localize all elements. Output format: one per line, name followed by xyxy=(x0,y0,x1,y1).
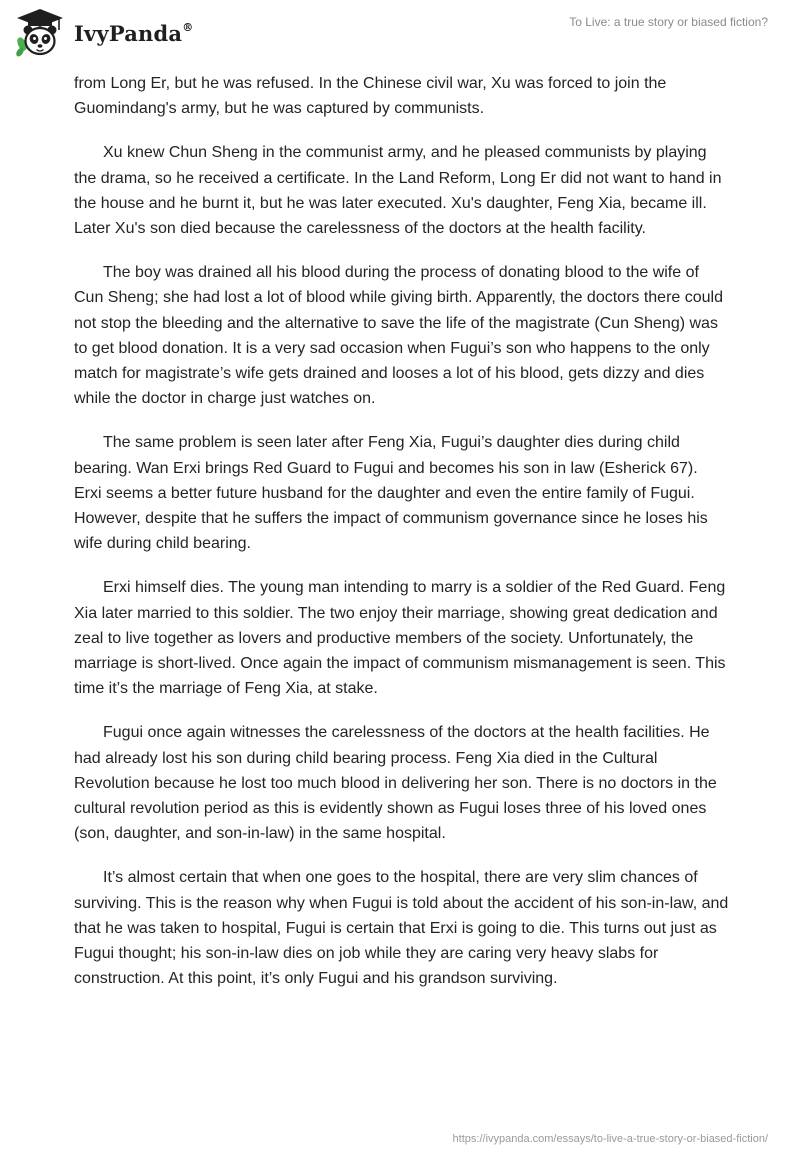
paragraph-6: Fugui once again witnesses the carelessness of the doctors at the health facilities. He had already lost his son during child bearing process. Feng Xia died in the Cultural Revolution because he lost too much blood in delivering her son. There is no doctors in the cultural revolution period as this is evidently shown as Fugui loses three of his loved ones (son, daughter, and son-in-law) in the same hospital. xyxy=(74,724,717,843)
paragraph-7: It’s almost certain that when one goes to the hospital, there are very slim chances of surviving. This is the reason why when Fugui is told about the accident of his son-in-law, and that he was taken to hospital, Fugui is certain that Erxi is going to die. This turns out just as Fugui thought; his son-in-law dies on job while they are caring very heavy slabs for construction. At this point, it’s only Fugui and his grandson surviving. xyxy=(74,869,729,988)
ivypanda-logo[interactable] xyxy=(14,8,193,58)
paragraph-3: The boy was drained all his blood during the process of donating blood to the wife of Cun Sheng; she had lost a lot of blood while giving birth. Apparently, the doctors there could not stop the bleeding and the alternative to save the life of the magistrate (Cun Sheng) was to get blood donation. It is a very sad occasion when Fugui’s son who happens to the only match for magistrate’s wife gets drained and looses a lot of his blood, gets dizzy and dies while the doctor in charge just watches on. xyxy=(74,264,723,408)
paragraph-4: The same problem is seen later after Feng Xia, Fugui’s daughter dies during child bearing. Wan Erxi brings Red Guard to Fugui and becomes his son in law (Esherick 67). Erxi seems a better future husband for the daughter and even the entire family of Fugui. However, despite that he suffers the impact of communism governance since he loses his wife during child bearing. xyxy=(74,434,708,553)
brand-name: IvyPanda® xyxy=(74,20,194,46)
source-url-link[interactable]: https://ivypanda.com/essays/to-live-a-true-story-or-biased-fiction/ xyxy=(452,1133,768,1145)
paragraph-2: Xu knew Chun Sheng in the communist army, and he pleased communists by playing the drama, so he received a certificate. In the Land Reform, Long Er did not want to hand in the house and he burnt it, but he was later executed. Xu's daughter, Feng Xia, became ill. Later Xu's son died because the carelessness of the doctors at the health facility. xyxy=(74,144,722,238)
paragraph-5: Erxi himself dies. The young man intending to marry is a soldier of the Red Guard. Feng Xia later married to this soldier. The two enjoy their marriage, showing great dedication and zeal to live together as lovers and productive members of the society. Unfortunately, the marriage is short-lived. Once again the impact of communism mismanagement is seen. This time it’s the marriage of Feng Xia, at stake. xyxy=(74,579,726,698)
registered-mark: ® xyxy=(182,20,194,34)
paragraph-1: from Long Er, but he was refused. In the Chinese civil war, Xu was forced to join the Guomindang's army, but he was captured by communists. xyxy=(74,75,667,118)
panda-graduate-icon xyxy=(14,8,66,58)
document-title: To Live: a true story or biased fiction? xyxy=(569,15,768,29)
essay-body xyxy=(74,71,729,1011)
page-header xyxy=(0,0,800,70)
